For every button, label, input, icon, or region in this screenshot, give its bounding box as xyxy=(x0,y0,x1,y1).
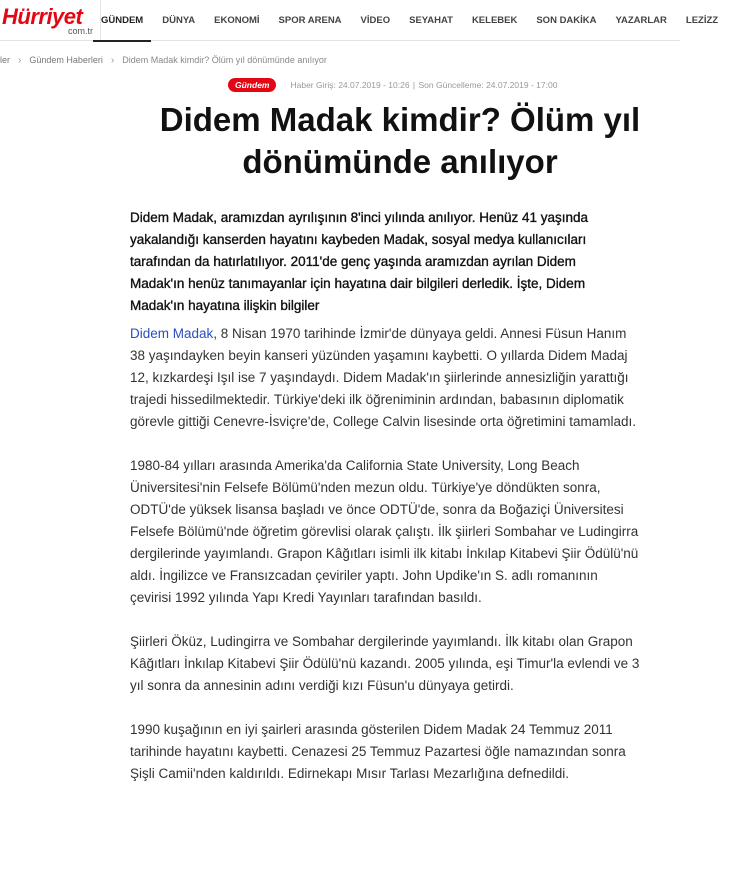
nav-item-kelebek[interactable]: KELEBEK xyxy=(471,15,518,26)
nav-item-son-dakika[interactable]: SON DAKİKA xyxy=(536,15,597,26)
nav-item-dunya[interactable]: DÜNYA xyxy=(162,15,196,26)
category-badge[interactable]: Gündem xyxy=(228,78,276,92)
meta-divider: | xyxy=(410,80,418,90)
paragraph-1-text: , 8 Nisan 1970 tarihinde İzmir'de dünyaya geldi. Annesi Füsun Hanım 38 yaşındayken beyin kanseri yüzünden yaşamını kaybetti. O yıllarda Didem Madaj 12, kızkardeşi Işıl ise 7 yaşındaydı. Didem Madak'ın şiirlerinde annesizliğin yarattığı trajedi hissedilmektedir. Türkiye'deki ilk öğreniminin ardından, babasının diplomatik görevle gittiği Cenevre-İsviçre'de, College Calvin lisesinde orta öğretimini tamamladı. xyxy=(130,326,637,429)
paragraph-4: 1990 kuşağının en iyi şairleri arasında gösterilen Didem Madak 24 Temmuz 2011 tarihinde hayatını kaybetti. Cenazesi 25 Temmuz Pazartesi öğle namazından sonra Şişli Camii'nden kaldırıldı. Edirnekapı Mısır Tarlası Mezarlığına defnedildi. xyxy=(130,722,626,781)
article-meta xyxy=(228,78,557,92)
person-link[interactable]: Didem Madak xyxy=(130,326,214,341)
nav-item-lezizz[interactable]: LEZİZZ xyxy=(685,15,719,26)
nav-item-spor-arena[interactable]: SPOR ARENA xyxy=(278,15,342,26)
main-nav xyxy=(101,0,737,41)
logo-domain: com.tr xyxy=(68,26,94,36)
breadcrumb xyxy=(0,52,327,68)
article-spot: Didem Madak, aramızdan ayrılışının 8'inci yılında anılıyor. Henüz 41 yaşında yakalandığı kanserden hayatını kaybeden Madak, sosyal medya kullanıcıları tarafından da hatırlatılıyor. 2011'de genç yaşında aramızdan ayrılan Didem Madak'ın henüz tanımayanlar için hayatına dair bilgileri derledik. İşte, Didem Madak'ın hayatına ilişkin bilgiler xyxy=(130,210,589,313)
breadcrumb-item-gundem-haberleri[interactable]: Gündem Haberleri xyxy=(29,55,103,65)
article-body xyxy=(130,323,640,807)
paragraph-1 xyxy=(130,323,640,433)
article-title: Didem Madak kimdir? Ölüm yıl dönümünde anılıyor xyxy=(159,101,641,180)
nav-item-ekonomi[interactable]: EKONOMİ xyxy=(214,15,260,26)
top-navigation-bar xyxy=(0,0,719,41)
chevron-right-icon: › xyxy=(110,54,115,66)
breadcrumb-item-haberler[interactable]: ler xyxy=(0,55,11,65)
nav-item-seyahat[interactable]: SEYAHAT xyxy=(409,15,453,26)
published-date: Haber Giriş: 24.07.2019 - 10:26 xyxy=(290,80,410,90)
nav-item-yazarlar[interactable]: YAZARLAR xyxy=(615,15,667,26)
hurriyet-logo[interactable] xyxy=(2,4,98,38)
updated-date: Son Güncelleme: 24.07.2019 - 17:00 xyxy=(418,80,558,90)
nav-item-video[interactable]: VİDEO xyxy=(360,15,391,26)
chevron-right-icon: › xyxy=(18,54,22,66)
logo-text: Hürriyet xyxy=(2,4,83,29)
nav-item-gundem[interactable]: GÜNDEM xyxy=(101,0,143,41)
breadcrumb-current: Didem Madak kimdir? Ölüm yıl dönümünde anılıyor xyxy=(122,55,327,65)
paragraph-3: Şiirleri Öküz, Ludingirra ve Sombahar dergilerinde yayımlandı. İlk kitabı olan Grapon Kâğıtları İnkılap Kitabevi Şiir Ödülü'nü kazandı. 2005 yılında, eşi Timur'la evlendi ve 3 yıl sonra da annesinin adını verdiği kızı Füsun'u dünyaya getirdi. xyxy=(130,634,640,693)
paragraph-2: 1980-84 yılları arasında Amerika'da California State University, Long Beach Üniversitesi'nin Felsefe Bölümü'nden mezun oldu. Türkiye'ye döndükten sonra, ODTÜ'de yüksek lisansa başladı ve önce ODTÜ'de, sonra da Boğaziçi Üniversitesi Felsefe Bölümü'nde öğretim görevlisi olarak çalıştı. İlk şiirleri Sombahar ve Ludingirra dergilerinde yayımlandı. Grapon Kâğıtları isimli ilk kitabı İnkılap Kitabevi Şiir Ödülü'nü aldı. İngilizce ve Fransızcadan çeviriler yaptı. John Updike'ın S. adlı romanının çevirisi 1992 yılında Yapı Kredi Yayınları tarafından basıldı. xyxy=(130,458,639,605)
